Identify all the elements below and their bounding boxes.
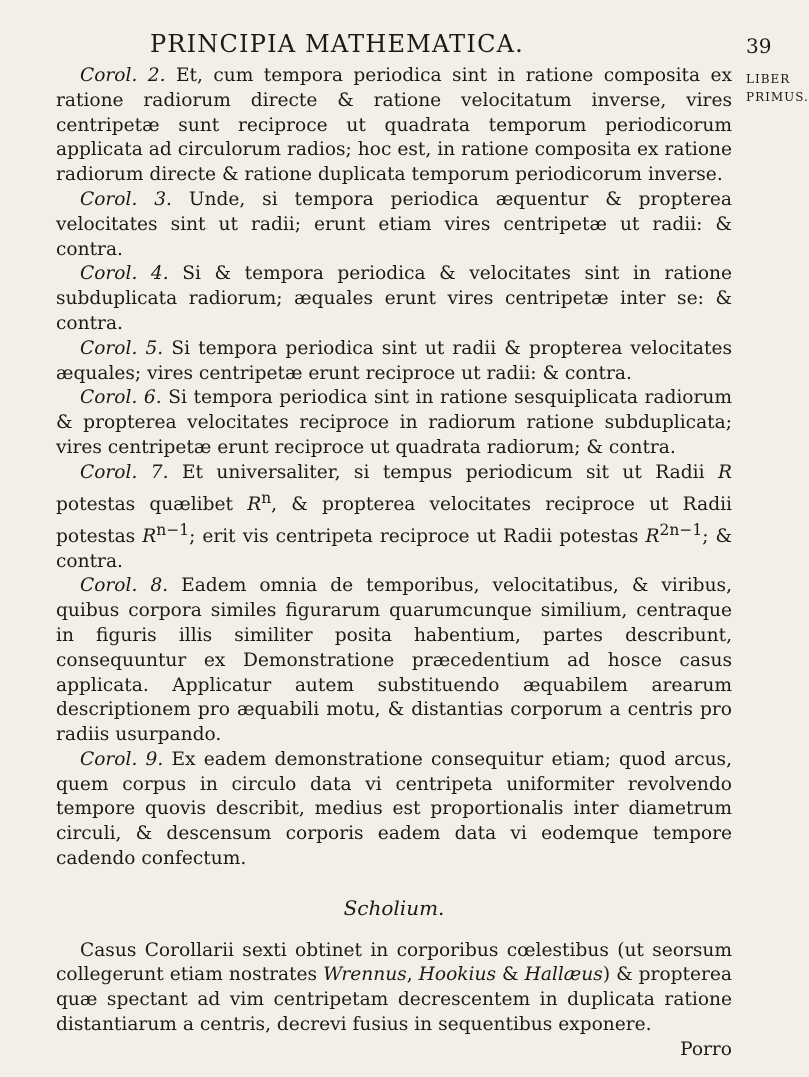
corollary-6: Corol. 6. Si tempora periodica sint in ratione sesquiplicata radiorum & propterea velocitates reciproce in radiorum ratione subduplicata; vires centripetæ erunt reciproce ut quadrata radiorum; & contra.	[56, 387, 732, 458]
corollary-5: Corol. 5. Si tempora periodica sint ut radii & propterea velocitates æquales; vires centripetæ erunt reciproce ut radii: & contra.	[56, 337, 732, 384]
corollary-7: Corol. 7. Et universaliter, si tempus periodicum sit ut Radii R potestas quælibet $R^n$, & propterea velocitates reciproce ut Radii potestas $R^{n-1}$; erit vis centripeta reciproce ut Radii potestas $R^{2n-1}$; & contra.	[56, 461, 733, 572]
corollary-4: Corol. 4. Si & tempora periodica & velocitates sint in ratione subduplicata radiorum; æquales erunt vires centripetæ inter se: & contra.	[56, 263, 733, 334]
corollary-9: Corol. 9. Ex eadem demonstratione consequitur etiam; quod arcus, quem corpus in circulo data vi centripeta uniformiter revolvendo tempore quovis describit, medius est proportionalis inter diametrum circuli, & descensum corporis eadem data vi eodemque tempore cadendo confectum.	[56, 748, 733, 870]
page-number: 39	[746, 34, 772, 58]
side-label	[746, 70, 809, 106]
main-text	[56, 64, 732, 1063]
scholium-title: Scholium.	[343, 895, 445, 920]
page-header	[0, 22, 800, 62]
running-title: PRINCIPIA MATHEMATICA.	[150, 30, 524, 58]
corollary-8: Corol. 8. Eadem omnia de temporibus, velocitatibus, & viribus, quibus corpora similes figurarum quarumcunque similium, centraque in figuris illis similiter posita habentium, partes describunt, consequuntur ex Demonstratione præcedentium ad hosce casus applicata. Applicatur autem substituendo æquabilem arearum descriptionem pro æquabili motu, & distantias corporum a centris pro radiis usurpando.	[56, 575, 732, 746]
catchword: Porro	[680, 1038, 732, 1060]
corollary-3: Corol. 3. Unde, si tempora periodica æquentur & propterea velocitates sint ut radii; erunt etiam vires centripetæ ut radii: & contra.	[56, 188, 732, 260]
side-label-line-2: PRIMUS.	[746, 90, 809, 104]
corollary-2: Corol. 2. Et, cum tempora periodica sint in ratione composita ex ratione radiorum directe & ratione velocitatum inverse, vires centripetæ sunt reciproce ut quadrata temporum periodicorum applicata ad circulorum radios; hoc est, in ratione composita ex ratione radiorum directe & ratione duplicata temporum periodicorum inverse.	[56, 65, 733, 186]
scholium-text: Casus Corollarii sexti obtinet in corporibus cœlestibus (ut seorsum collegerunt etiam nostrates Wrennus, Hookius & Hallæus) & propterea quæ spectant ad vim centripetam decrescentem in duplicata ratione distantiarum a centris, decrevi fusius in sequentibus exponere.	[56, 939, 732, 1036]
side-label-line-1: LIBER	[746, 72, 791, 86]
